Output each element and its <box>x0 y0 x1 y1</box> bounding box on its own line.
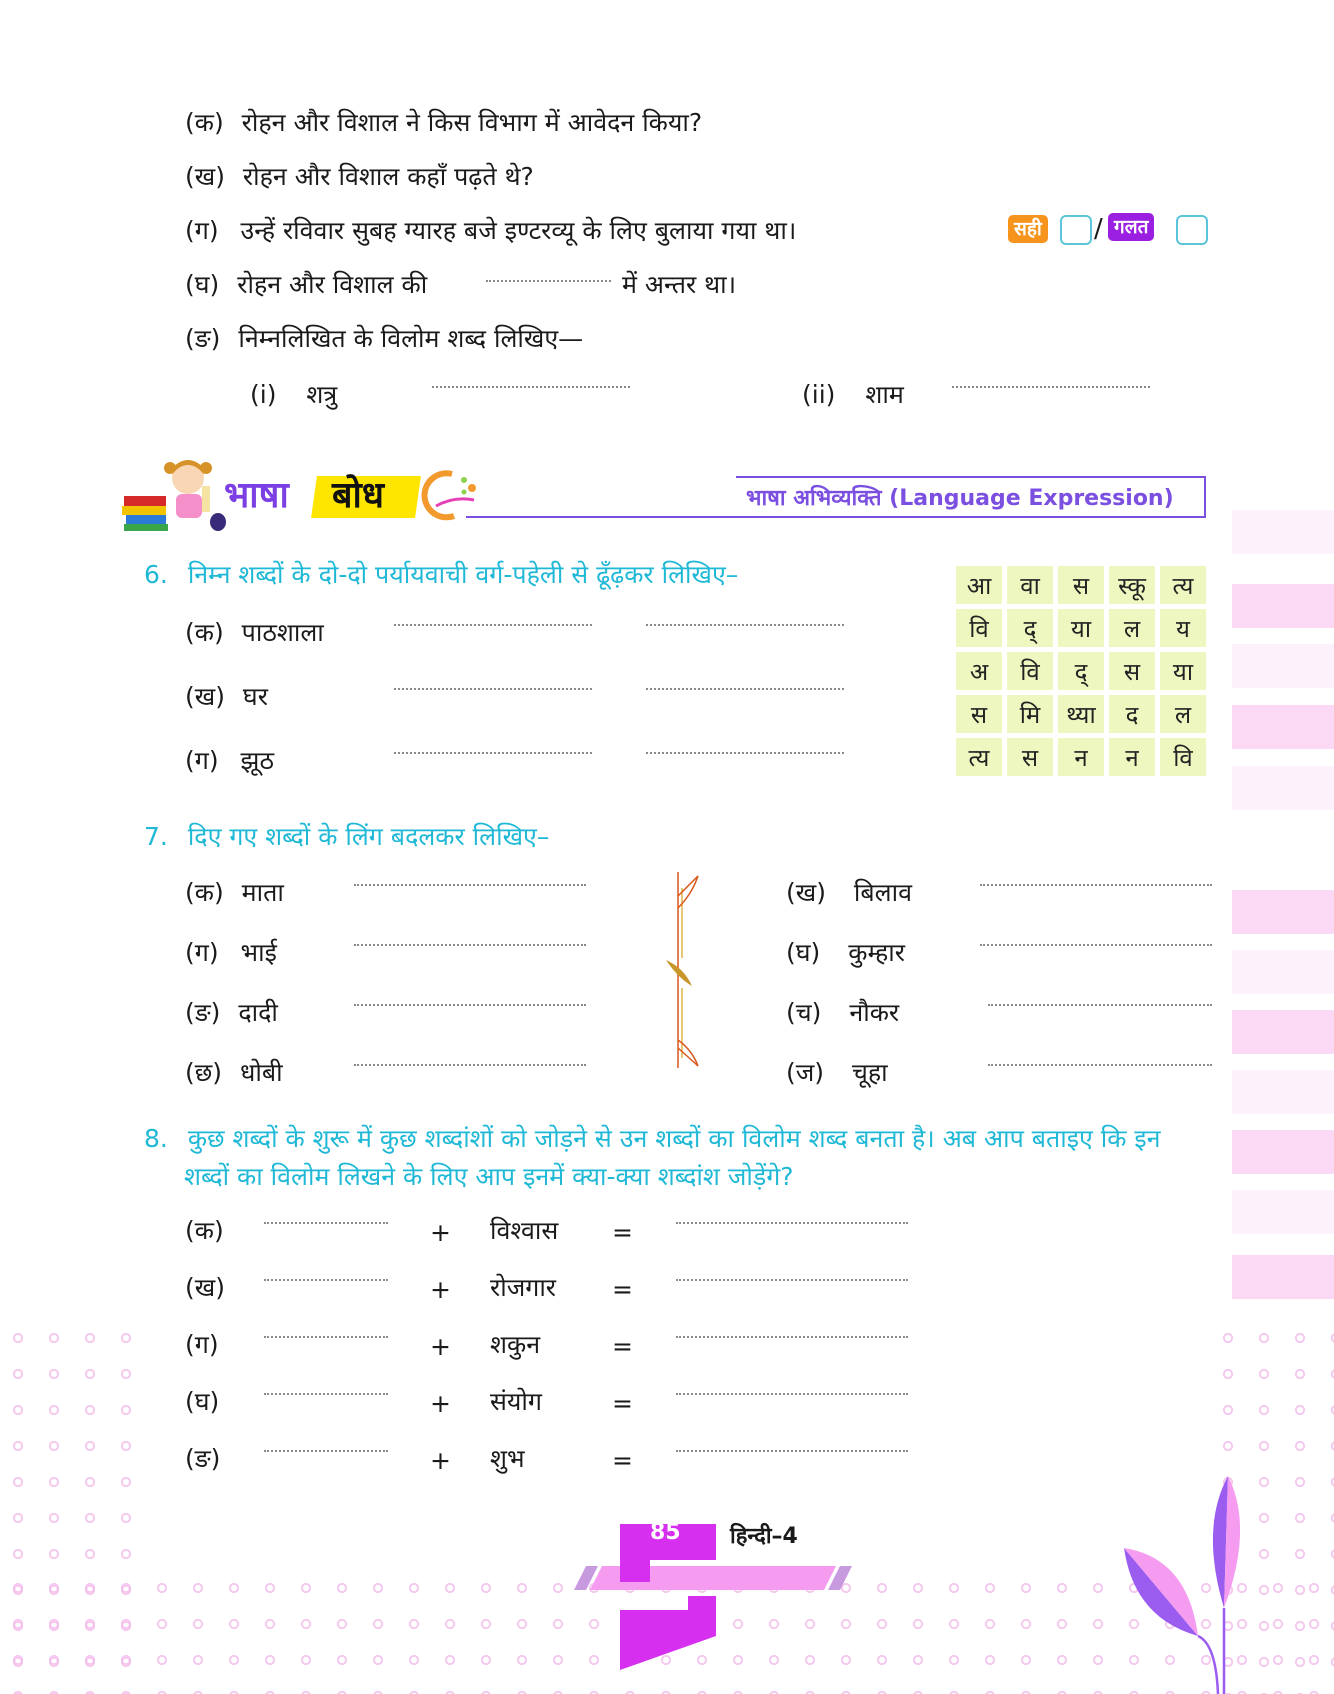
grid-cell[interactable]: द् <box>1058 652 1104 690</box>
grid-cell[interactable]: य <box>1160 609 1206 647</box>
fill-blank[interactable] <box>646 624 844 626</box>
fill-blank[interactable] <box>394 624 592 626</box>
item-label: (ii) <box>802 380 836 409</box>
fill-blank[interactable] <box>394 752 592 754</box>
fill-blank[interactable] <box>354 1004 586 1006</box>
fill-blank[interactable] <box>988 1004 1212 1006</box>
item-label: (च) <box>786 998 822 1027</box>
item-label: (i) <box>250 380 277 409</box>
antonym-word: शाम <box>865 380 904 409</box>
item-label: (क) <box>185 108 224 137</box>
side-stripe <box>1232 1070 1334 1114</box>
item-label: (घ) <box>786 938 821 967</box>
answer-blank[interactable] <box>676 1450 908 1452</box>
prefix-blank[interactable] <box>264 1279 388 1281</box>
prefix-blank[interactable] <box>264 1393 388 1395</box>
grid-cell[interactable]: द <box>1109 695 1155 733</box>
side-stripe <box>1232 1130 1334 1174</box>
question-text: निम्नलिखित के विलोम शब्द लिखिए— <box>238 324 584 353</box>
grid-cell[interactable]: आ <box>956 566 1002 604</box>
question-instruction: दिए गए शब्दों के लिंग बदलकर लिखिए– <box>187 822 550 851</box>
fill-blank[interactable] <box>354 944 586 946</box>
section-subtitle: भाषा अभिव्यक्ति (Language Expression) <box>746 486 1174 511</box>
item-label: (घ) <box>185 270 220 299</box>
fill-blank[interactable] <box>952 386 1150 388</box>
side-stripe <box>1232 766 1334 810</box>
separator-slash: / <box>1094 214 1103 244</box>
question-text: रोहन और विशाल की <box>237 270 428 299</box>
gender-item <box>185 1058 283 1088</box>
antonym-item <box>250 380 337 410</box>
fill-blank[interactable] <box>354 884 586 886</box>
equals-sign: = <box>612 1275 633 1304</box>
question-text: रोहन और विशाल कहाँ पढ़ते थे? <box>242 162 534 191</box>
side-stripe <box>1232 1190 1334 1234</box>
side-stripe <box>1232 644 1334 688</box>
item-label: (ग) <box>185 1330 219 1359</box>
answer-blank[interactable] <box>676 1279 908 1281</box>
side-stripe <box>1232 1255 1334 1299</box>
grid-cell[interactable]: ल <box>1160 695 1206 733</box>
side-stripe <box>1232 1010 1334 1054</box>
header-rule <box>466 516 1206 518</box>
synonym-item <box>185 618 324 648</box>
gender-item <box>786 938 905 968</box>
antonym-word: शत्रु <box>306 380 338 409</box>
side-stripe <box>1232 705 1334 749</box>
item-label: (क) <box>185 878 224 907</box>
question-item <box>185 324 583 354</box>
fill-blank[interactable] <box>486 280 611 282</box>
base-word: शकुन <box>490 1330 541 1359</box>
question-instruction-line1: कुछ शब्दों के शुरू में कुछ शब्दांशों को जोड़ने से उन शब्दों का विलोम शब्द बनता है। अब आप बताइए कि इन <box>187 1124 1161 1153</box>
item-label: (ग) <box>185 938 219 967</box>
section-title-part1: भाषा <box>224 475 289 516</box>
item-label: (क) <box>185 1216 224 1245</box>
gender-item <box>185 998 278 1028</box>
grid-cell[interactable]: वि <box>956 609 1002 647</box>
grid-cell[interactable]: स्कू <box>1109 566 1155 604</box>
true-label-badge: सही <box>1008 215 1048 243</box>
item-word: चूहा <box>852 1058 888 1087</box>
item-label: (छ) <box>185 1058 223 1087</box>
fill-blank[interactable] <box>394 688 592 690</box>
book-title: हिन्दी–4 <box>730 1524 798 1549</box>
girl-with-books-icon <box>118 456 228 532</box>
item-word: धोबी <box>240 1058 283 1087</box>
grid-cell[interactable]: थ्या <box>1058 695 1104 733</box>
question-number: 6. <box>144 560 168 589</box>
gender-item <box>786 998 899 1028</box>
question-instruction-line2: शब्दों का विलोम लिखने के लिए आप इनमें क्या-क्या शब्दांश जोड़ेंगे? <box>184 1162 794 1191</box>
fill-blank[interactable] <box>432 386 630 388</box>
question-text-after: में अन्तर था। <box>622 270 737 299</box>
question-number: 7. <box>144 822 168 851</box>
question-text: उन्हें रविवार सुबह ग्यारह बजे इण्टरव्यू के लिए बुलाया गया था। <box>240 216 797 245</box>
question-instruction: निम्न शब्दों के दो-दो पर्यायवाची वर्ग-पहेली से ढूँढ़कर लिखिए– <box>187 560 739 589</box>
item-label: (ज) <box>786 1058 825 1087</box>
question-heading <box>144 1124 1161 1154</box>
grid-cell[interactable]: या <box>1058 609 1104 647</box>
item-label: (ख) <box>185 682 225 711</box>
question-text: रोहन और विशाल ने किस विभाग में आवेदन किया? <box>241 108 703 137</box>
footer-ribbon-graphic <box>566 1510 852 1694</box>
equals-sign: = <box>612 1332 633 1361</box>
plus-sign: + <box>430 1389 451 1418</box>
item-word: माता <box>241 878 284 907</box>
item-word: भाई <box>240 938 277 967</box>
grid-cell[interactable]: स <box>1058 566 1104 604</box>
grid-cell[interactable]: न <box>1058 738 1104 776</box>
item-label: (ग) <box>185 746 219 775</box>
item-word: कुम्हार <box>848 938 905 967</box>
plus-sign: + <box>430 1275 451 1304</box>
grid-cell[interactable]: द् <box>1007 609 1053 647</box>
grid-cell[interactable]: स <box>956 695 1002 733</box>
item-label: (क) <box>185 618 224 647</box>
side-stripe <box>1232 510 1334 554</box>
false-checkbox[interactable] <box>1176 215 1208 245</box>
fill-blank[interactable] <box>980 944 1212 946</box>
item-word: दादी <box>238 998 278 1027</box>
question-heading <box>144 560 738 590</box>
fill-blank[interactable] <box>646 688 844 690</box>
base-word: विश्वास <box>490 1216 559 1245</box>
grid-cell[interactable]: वा <box>1007 566 1053 604</box>
item-label: (ख) <box>786 878 826 907</box>
feather-divider-icon <box>662 868 710 1078</box>
grid-cell[interactable]: ल <box>1109 609 1155 647</box>
plus-sign: + <box>430 1446 451 1475</box>
question-heading <box>144 822 549 852</box>
item-label: (ङ) <box>185 998 221 1027</box>
grid-cell[interactable]: स <box>1109 652 1155 690</box>
base-word: रोजगार <box>490 1273 557 1302</box>
fill-blank[interactable] <box>354 1064 586 1066</box>
answer-blank[interactable] <box>676 1336 908 1338</box>
question-item <box>185 216 796 246</box>
item-label: (ङ) <box>185 1444 221 1473</box>
grid-cell[interactable]: या <box>1160 652 1206 690</box>
leaf-decoration-icon <box>1118 1468 1248 1694</box>
false-label-badge: गलत <box>1108 213 1154 241</box>
item-word: झूठ <box>240 746 274 775</box>
item-label: (ख) <box>185 162 225 191</box>
answer-blank[interactable] <box>676 1393 908 1395</box>
base-word: संयोग <box>490 1387 542 1416</box>
prefix-blank[interactable] <box>264 1450 388 1452</box>
equals-sign: = <box>612 1446 633 1475</box>
question-item <box>185 270 427 300</box>
item-word: बिलाव <box>853 878 912 907</box>
true-checkbox[interactable] <box>1060 215 1092 245</box>
item-label: (ङ) <box>185 324 221 353</box>
gender-item <box>185 878 284 908</box>
answer-blank[interactable] <box>676 1222 908 1224</box>
side-stripe <box>1232 890 1334 934</box>
page-number: 85 <box>650 1520 681 1545</box>
synonym-item <box>185 682 268 712</box>
question-item <box>185 162 534 192</box>
side-stripe <box>1232 584 1334 628</box>
grid-cell[interactable]: वि <box>1007 652 1053 690</box>
grid-cell[interactable]: मि <box>1007 695 1053 733</box>
base-word: शुभ <box>490 1444 525 1473</box>
grid-cell[interactable]: वि <box>1160 738 1206 776</box>
fill-blank[interactable] <box>980 884 1212 886</box>
prefix-blank[interactable] <box>264 1222 388 1224</box>
synonym-item <box>185 746 274 776</box>
plus-sign: + <box>430 1218 451 1247</box>
item-word: घर <box>242 682 268 711</box>
gender-item <box>185 938 277 968</box>
prefix-blank[interactable] <box>264 1336 388 1338</box>
question-item <box>185 108 702 138</box>
grid-cell[interactable]: स <box>1007 738 1053 776</box>
grid-cell[interactable]: त्य <box>1160 566 1206 604</box>
gender-item <box>786 878 912 908</box>
item-label: (घ) <box>185 1387 220 1416</box>
grid-cell[interactable]: अ <box>956 652 1002 690</box>
fill-blank[interactable] <box>646 752 844 754</box>
grid-cell[interactable]: त्य <box>956 738 1002 776</box>
side-stripe <box>1232 950 1334 994</box>
question-number: 8. <box>144 1124 168 1153</box>
section-title-part2: बोध <box>332 475 385 516</box>
equals-sign: = <box>612 1218 633 1247</box>
item-label: (ग) <box>185 216 219 245</box>
item-label: (ख) <box>185 1273 225 1302</box>
fill-blank[interactable] <box>988 1064 1212 1066</box>
item-word: नौकर <box>849 998 900 1027</box>
equals-sign: = <box>612 1389 633 1418</box>
plus-sign: + <box>430 1332 451 1361</box>
item-word: पाठशाला <box>241 618 324 647</box>
gender-item <box>786 1058 888 1088</box>
grid-cell[interactable]: न <box>1109 738 1155 776</box>
word-puzzle-grid <box>956 566 1206 776</box>
antonym-item <box>802 380 904 410</box>
